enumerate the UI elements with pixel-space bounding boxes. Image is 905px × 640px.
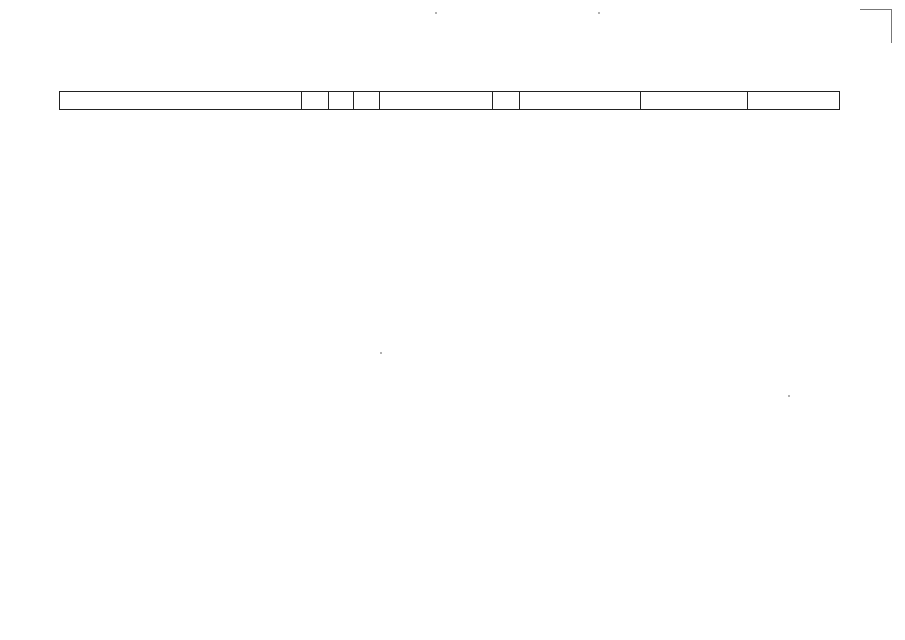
header-col-4 xyxy=(353,92,380,109)
scan-speck xyxy=(380,352,382,354)
header-col-3 xyxy=(328,92,354,109)
table-header xyxy=(59,91,840,110)
scan-speck xyxy=(788,395,790,397)
header-col-1 xyxy=(60,92,301,109)
header-col-9 xyxy=(747,92,840,109)
scan-speck xyxy=(435,12,437,14)
header-col-7 xyxy=(519,92,641,109)
scan-corner-mark xyxy=(891,9,892,43)
header-col-6 xyxy=(492,92,520,109)
header-col-8 xyxy=(640,92,748,109)
scan-speck xyxy=(598,12,600,14)
header-col-2 xyxy=(301,92,329,109)
header-col-5 xyxy=(379,92,493,109)
scan-corner-mark xyxy=(860,9,892,10)
